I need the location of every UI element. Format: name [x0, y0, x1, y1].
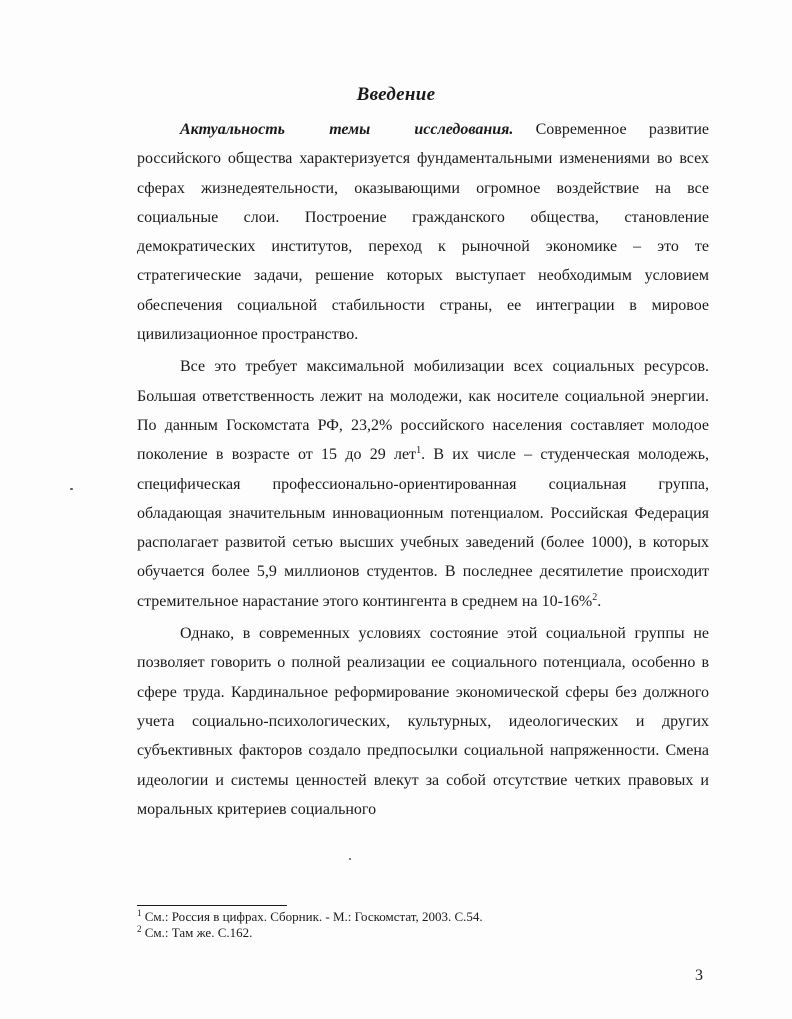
paragraph-1-text: Современное развитие российского общества характеризуется фундаментальными изменениями во всех сферах жизнедеятельности, оказывающими огромное воздействие на все социальные слои. Построение гражданского общества, становление демократических институтов, переход к рыночной экономике – это те стратегические задачи, решение которых выступает необходимым условием обеспечения социальной стабильности страны, ее интеграции в мировое цивилизационное пространство.	[137, 121, 710, 344]
footnotes	[137, 909, 709, 941]
paragraph-2-text-c: .	[597, 592, 602, 610]
page-number: 3	[695, 967, 703, 984]
page-title: Введение	[356, 84, 436, 105]
paragraph-3-text: Однако, в современных условиях состояние этой социальной группы не позволяет говорить о полной реализации ее социального потенциала, особенно в сфере труда. Кардинальное реформирование экономической сферы без должного учета социально-психологических, культурных, идеологических и других субъективных факторов создало предпосылки социальной напряженности. Смена идеологии и системы ценностей влекут за собой отсутствие четких правовых и моральных критериев социального	[137, 625, 709, 818]
scan-speck	[70, 488, 73, 490]
footnote-1	[137, 909, 709, 925]
paragraph-youth-resources	[137, 352, 709, 616]
paragraph-2-text-b: . В их числе – студенческая молодежь, специфическая профессионально-ориентированная социальная группа, обладающая значительным инновационным потенциалом. Российская Федерация располагает развитой сетью высших учебных заведений (более 1000), в которых обучается более 5,9 миллионов студентов. В последнее десятилетие происходит стремительное нарастание этого контингента в среднем на 10-16%	[137, 446, 709, 610]
paragraph-2-text-a: Все это требует максимальной мобилизации всех социальных ресурсов. Большая ответственность лежит на молодежи, как носителе социальной энергии. По данным Госкомстата РФ, 23,2% российского населения составляет молодое поколение в возрасте от 15 до 29 лет	[137, 358, 709, 464]
paragraph-social-tension	[137, 619, 709, 824]
body-text	[137, 115, 709, 824]
footnote-separator	[137, 905, 287, 906]
footnote-ref-1: 1	[416, 445, 422, 457]
scan-speck	[349, 858, 351, 860]
footnote-2	[137, 925, 709, 941]
paragraph-relevance	[137, 115, 709, 349]
footnote-2-number: 2	[137, 924, 142, 934]
footnote-1-text: См.: Россия в цифрах. Сборник. - М.: Госкомстат, 2003. С.54.	[141, 909, 483, 924]
relevance-lead: Актуальность темы исследования.	[180, 121, 514, 138]
footnote-2-text: См.: Там же. С.162.	[141, 925, 253, 940]
footnote-ref-2: 2	[592, 591, 598, 603]
footnote-1-number: 1	[137, 908, 142, 918]
